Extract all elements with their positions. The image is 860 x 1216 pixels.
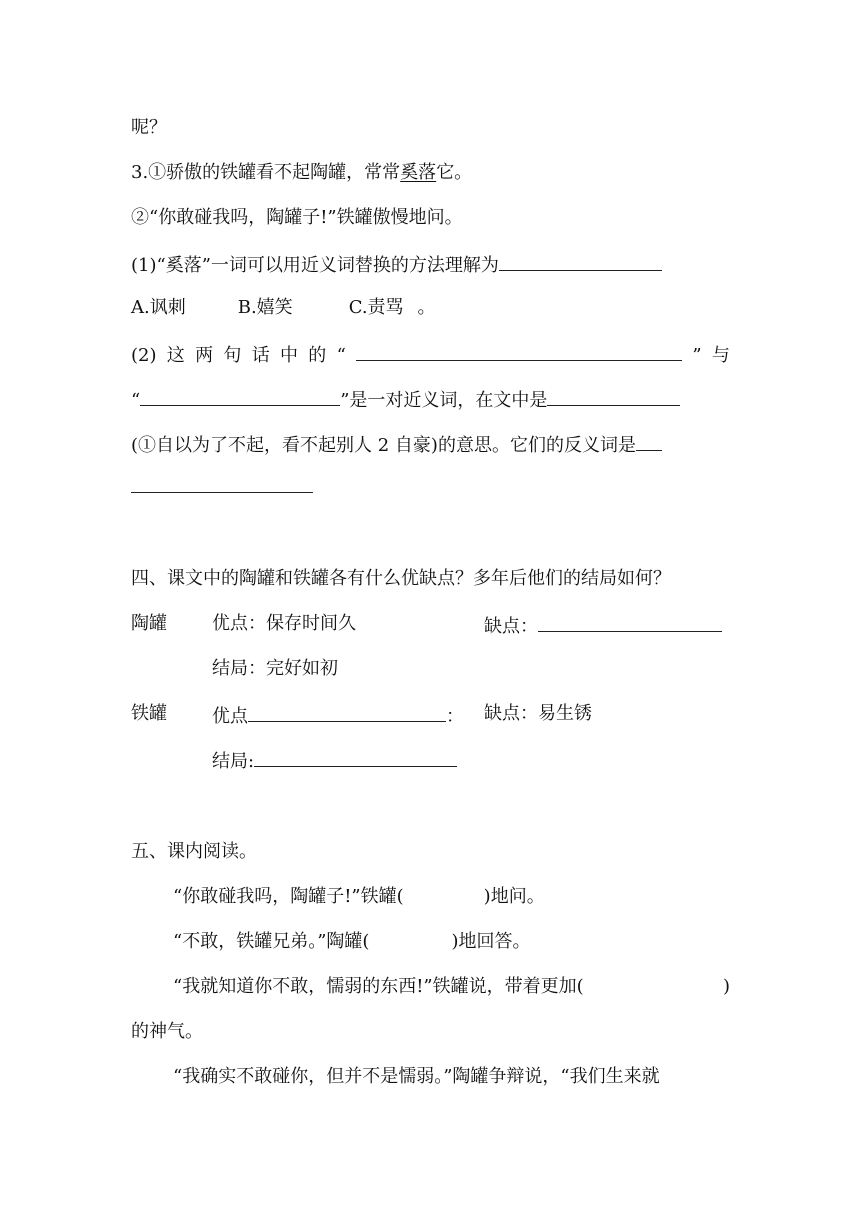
option-a: A.讽刺 (131, 297, 186, 318)
answer-blank[interactable] (356, 340, 682, 361)
p3-part-b: ) (722, 976, 730, 997)
answer-blank[interactable] (499, 250, 662, 271)
sub2-token: “ (336, 345, 346, 366)
sub2-close-quote: ” (692, 345, 702, 366)
sub-question-1 (131, 250, 730, 279)
line-6-text: ”是一对近义词，在文中是 (340, 390, 548, 411)
tie-disadvantage: 缺点：易生锈 (484, 703, 592, 724)
answer-blank[interactable] (254, 746, 457, 767)
p1-part-a: “你敢碰我吗，陶罐子!”铁罐( (173, 886, 404, 907)
answer-blank[interactable] (248, 701, 446, 722)
tao-disadvantage-label: 缺点： (484, 616, 538, 637)
sub2-token: (2) (131, 345, 157, 366)
tie-ending-label: 结局: (212, 751, 255, 772)
tao-ending: 结局：完好如初 (212, 658, 338, 679)
option-b: B.嬉笑 (237, 297, 293, 318)
sub2-token: 的 (308, 345, 327, 366)
open-quote: “ (131, 390, 141, 411)
sub-question-2-meaning (131, 430, 730, 459)
answer-blank[interactable] (538, 611, 722, 632)
sub-question-1-text: (1)“奚落”一词可以用近义词替换的方法理解为 (131, 255, 499, 276)
options-row (131, 295, 730, 321)
answer-blank[interactable] (636, 430, 662, 451)
sentence-1-part-b: 它。 (436, 162, 473, 183)
sentence-1-part-a: 3.①骄傲的铁罐看不起陶罐，常常 (131, 162, 401, 183)
answer-blank[interactable] (140, 385, 340, 406)
passage-paragraph-4: “我确实不敢碰你，但并不是懦弱。”陶罐争辩说，“我们生来就 (173, 1066, 660, 1087)
options-end-mark: 。 (417, 297, 436, 318)
tie-advantage-label: 优点 (212, 706, 248, 727)
tao-label: 陶罐 (131, 613, 167, 634)
answer-blank[interactable] (131, 472, 313, 493)
question-3-sentence-2: ②“你敢碰我吗，陶罐子!”铁罐傲慢地问。 (131, 207, 463, 228)
p3-part-a: “我就知道你不敢，懦弱的东西!”铁罐说，带着更加( (173, 976, 584, 997)
p2-part-b: )地回答。 (451, 931, 531, 952)
sub2-yu: 与 (711, 345, 730, 366)
tao-advantage: 优点：保存时间久 (212, 613, 356, 634)
answer-blank[interactable] (547, 385, 680, 406)
sub2-token: 句 (223, 345, 242, 366)
question-3-line-top: 呢？ (131, 117, 167, 138)
underlined-word: 奚落 (400, 162, 437, 183)
tie-ending (212, 746, 457, 775)
sub2-token: 中 (279, 345, 298, 366)
passage-paragraph-3 (173, 974, 730, 1000)
tao-disadvantage (484, 611, 722, 640)
sub2-token: 这 (166, 345, 185, 366)
tie-label: 铁罐 (131, 703, 167, 724)
passage-paragraph-3-continued: 的神气。 (131, 1021, 203, 1042)
option-c: C.责骂 (348, 297, 404, 318)
sub-question-2 (131, 340, 730, 369)
question-5-title: 五、课内阅读。 (131, 841, 257, 862)
passage-paragraph-1 (173, 884, 730, 910)
p2-part-a: “不敢，铁罐兄弟。”陶罐( (173, 931, 370, 952)
sub-question-2-continued (131, 385, 730, 414)
question-3-sentence-1 (131, 160, 730, 186)
question-4-title: 四、课文中的陶罐和铁罐各有什么优缺点？多年后他们的结局如何？ (131, 568, 671, 589)
tie-colon: ： (446, 706, 464, 727)
answer-line (131, 472, 730, 501)
line-7-text: (①自以为了不起，看不起别人 2 自豪)的意思。它们的反义词是 (131, 435, 636, 456)
p1-part-b: )地问。 (483, 886, 545, 907)
passage-paragraph-2 (173, 929, 730, 955)
sub2-token: 话 (251, 345, 270, 366)
sub2-token: 两 (195, 345, 214, 366)
tie-advantage (212, 701, 464, 730)
